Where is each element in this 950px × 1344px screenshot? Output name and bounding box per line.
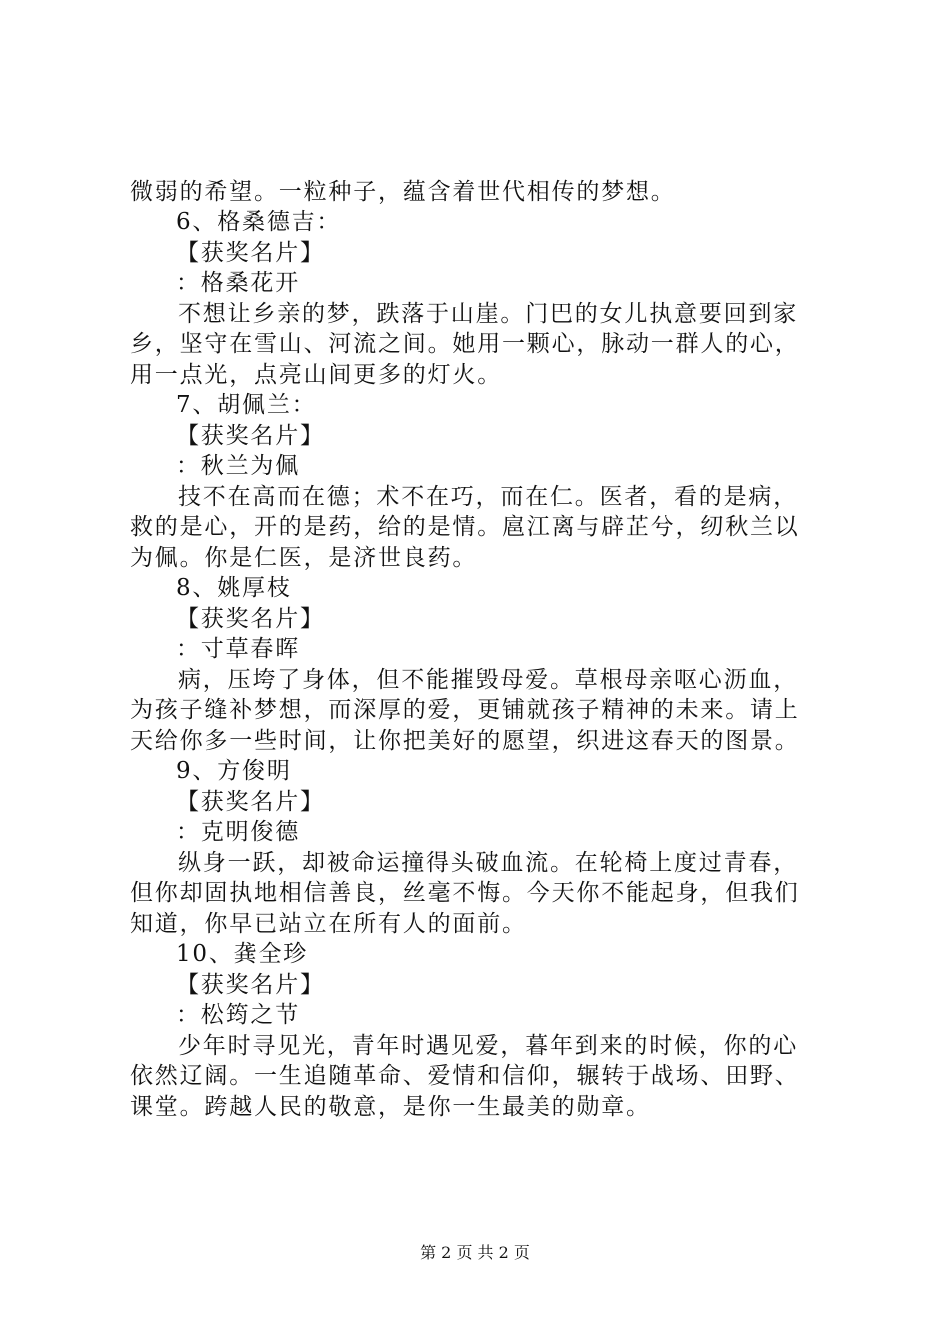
text-line: ：松筠之节 [176, 1002, 300, 1028]
text-line: 9、方俊明 [176, 758, 292, 784]
page-footer: 第 2 页 共 2 页 [420, 1243, 530, 1262]
text-line: 依然辽阔。一生追随革命、爱情和信仰，辗转于战场、田野、 [130, 1063, 800, 1089]
text-line: ：寸草春晖 [176, 636, 300, 662]
text-line: ：克明俊德 [176, 819, 300, 845]
text-line: 不想让乡亲的梦，跌落于山崖。门巴的女儿执意要回到家 [178, 301, 798, 327]
text-line: 少年时寻见光，青年时遇见爱，暮年到来的时候，你的心 [178, 1033, 798, 1059]
text-line: 为佩。你是仁医，是济世良药。 [130, 545, 478, 571]
text-line: 救的是心，开的是药，给的是情。扈江离与辟芷兮，纫秋兰以 [130, 514, 800, 540]
text-line: 知道，你早已站立在所有人的面前。 [130, 911, 527, 937]
text-line: 为孩子缝补梦想，而深厚的爱，更铺就孩子精神的未来。请上 [130, 697, 800, 723]
text-line: 纵身一跃，却被命运撞得头破血流。在轮椅上度过青春， [178, 850, 798, 876]
text-line: ：秋兰为佩 [176, 453, 300, 479]
text-line: 技不在高而在德；术不在巧，而在仁。医者，看的是病， [178, 484, 798, 510]
text-line: 课堂。跨越人民的敬意，是你一生最美的勋章。 [130, 1094, 651, 1120]
text-line: 【获奖名片】 [176, 789, 325, 815]
text-line: 7、胡佩兰： [176, 392, 317, 418]
text-line: 【获奖名片】 [176, 423, 325, 449]
text-line: 【获奖名片】 [176, 972, 325, 998]
text-line: 乡，坚守在雪山、河流之间。她用一颗心，脉动一群人的心， [130, 331, 800, 357]
text-line: 但你却固执地相信善良，丝毫不悔。今天你不能起身，但我们 [130, 880, 800, 906]
text-line: ：格桑花开 [176, 270, 300, 296]
text-line: 微弱的希望。一粒种子，蕴含着世代相传的梦想。 [130, 179, 676, 205]
text-line: 【获奖名片】 [176, 240, 325, 266]
text-line: 用一点光，点亮山间更多的灯火。 [130, 362, 502, 388]
text-line: 病，压垮了身体，但不能摧毁母爱。草根母亲呕心沥血， [178, 667, 798, 693]
text-line: 6、格桑德吉： [176, 209, 342, 235]
text-line: 8、姚厚枝 [176, 575, 292, 601]
text-line: 天给你多一些时间，让你把美好的愿望，织进这春天的图景。 [130, 728, 800, 754]
text-line: 【获奖名片】 [176, 606, 325, 632]
text-line: 10、龚全珍 [176, 941, 309, 967]
